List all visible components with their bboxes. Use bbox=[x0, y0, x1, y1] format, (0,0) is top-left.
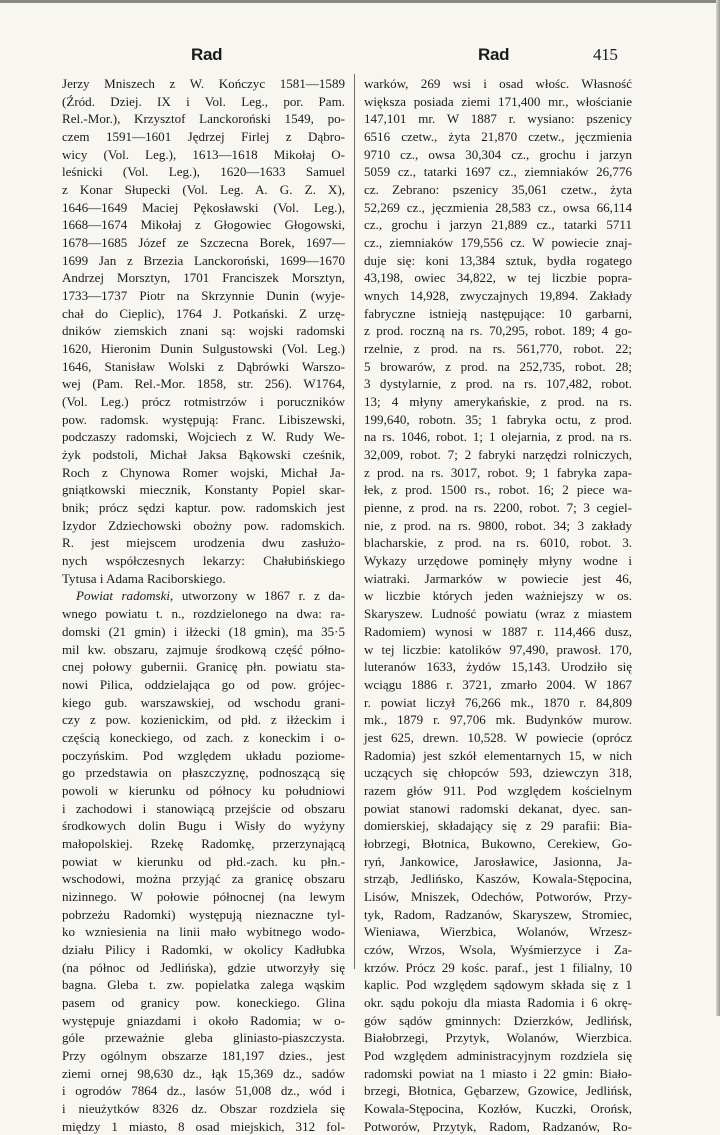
text-line: kaplic. Pod względem sądowym składa się z 1 bbox=[364, 977, 632, 993]
text-line: Pod względem administracyjnym rozdziela się bbox=[364, 1047, 632, 1063]
text-line: wnego powiatu t. n., rozdzielonego na dwa: ra- bbox=[62, 606, 345, 622]
text-line: na rs. 1046, robot. 1; 1 olejarnia, z prod. na rs. bbox=[364, 429, 632, 445]
text-line: 5 browarów, z prod. na 252,735, robot. 28; bbox=[364, 358, 632, 374]
text-line: 1678—1685 Józef ze Szczecna Borek, 1697— bbox=[62, 235, 345, 251]
text-line: pow. radomsk. występują: Franc. Libiszewski, bbox=[62, 411, 345, 427]
text-line: Tytusa i Adama Raciborskiego. bbox=[62, 570, 226, 586]
text-line: (na północ od Jedlińska), gdzie utworzyły się bbox=[62, 959, 345, 975]
text-line: (Vol. Leg.) prócz rotmistrzów i poruczników bbox=[62, 394, 345, 410]
text-line: Białobrzegi, Przytyk, Wolanów, Wierzbica. bbox=[364, 1030, 632, 1046]
left-running-head: Rad bbox=[191, 45, 223, 64]
text-line: z prod. roczną na rs. 70,295, robot. 189; 4 go- bbox=[364, 323, 632, 339]
text-line: Rel.-Mor.), Krzysztof Lanckoroński 1549, po- bbox=[62, 111, 345, 127]
text-line: pasem od granicy pow. koneckiego. Glina bbox=[62, 994, 345, 1010]
text-line: 13; 4 młyny amerykańskie, z prod. na rs. bbox=[364, 394, 632, 410]
text-line: Lisów, Mniszek, Odechów, Potworów, Przy- bbox=[364, 888, 632, 904]
text-line: uczących się chłopców 593, dziewczyn 318, bbox=[364, 765, 632, 781]
text-line: góle przeważnie gleba gliniasto-piaszczysta. bbox=[62, 1030, 345, 1046]
text-line: 1646, Stanisław Wolski z Dąbrówki Warszo- bbox=[62, 358, 345, 374]
text-line: cnej połowy gubernii. Granicę płn. powiatu sta- bbox=[62, 659, 345, 675]
text-line: dników ziemskich znani są: wojski radomski bbox=[62, 323, 345, 339]
text-line: powoli w kierunku od północy ku południowi bbox=[62, 782, 345, 798]
text-line: Potworów, Przytyk, Radom, Radzanów, Ro- bbox=[364, 1118, 632, 1134]
text-line: gniątkowski miecznik, Konstanty Popiel skar- bbox=[62, 482, 345, 498]
scan-right-edge bbox=[716, 0, 720, 1016]
text-line: wnych 14,928, zwyczajnych 19,894. Zakłady bbox=[364, 288, 632, 304]
text-line: nych współczesnych lekarzy: Chałubińskiego bbox=[62, 553, 345, 569]
text-line: cz., grochu i jarzyn 21,889 cz., tatarki 5711 bbox=[364, 217, 632, 233]
text-line: 147,101 mr. W 1887 r. wysiano: pszenicy bbox=[364, 111, 632, 127]
text-line: 43,198, owiec 34,822, w tej liczbie popra- bbox=[364, 270, 632, 286]
column-divider bbox=[354, 74, 355, 969]
text-line: wschodowi, można przyjąć za granicę obszaru bbox=[62, 871, 345, 887]
text-line: Kowala-Stępocina, Kozłów, Kuczki, Orońsk, bbox=[364, 1100, 632, 1116]
text-line: czy z pow. kozienickim, od płd. z iłżeckim i bbox=[62, 712, 345, 728]
text-line: nie, z prod. na rs. 9800, robot. 34; 3 zakłady bbox=[364, 517, 632, 533]
text-line: R. jest miejscem urodzenia dwu zasłużo- bbox=[62, 535, 345, 551]
text-line: jest 625, drewn. 10,528. W powiecie (oprócz bbox=[364, 729, 632, 745]
text-line: luteranów 1633, żydów 15,143. Urodziło się bbox=[364, 659, 632, 675]
text-line: i zachodowi i stanowiącą przejście od obszaru bbox=[62, 800, 345, 816]
text-line: domierskiej, składający się z 29 parafii: Bia- bbox=[364, 818, 632, 834]
text-line: ko wzniesienia na linii mało wybitnego wodo- bbox=[62, 924, 345, 940]
text-line: tyk, Radom, Radzanów, Skaryszew, Stromiec, bbox=[364, 906, 632, 922]
text-line: częścią koneckiego, od zach. z koneckim i o- bbox=[62, 729, 345, 745]
text-line: Wykazy urzędowe pominęły młyny wodne i bbox=[364, 553, 632, 569]
text-line: Roch z Chynowa Romer wojski, Michał Ja- bbox=[62, 464, 345, 480]
page-number: 415 bbox=[593, 45, 618, 64]
text-line: powiat w kierunku od płd.-zach. ku płn.- bbox=[62, 853, 345, 869]
text-line: łobrzegi, Błotnica, Bukowno, Cerekiew, Go- bbox=[364, 835, 632, 851]
text-line: 1646—1649 Maciej Pękosławski (Vol. Leg.), bbox=[62, 199, 345, 215]
text-line: mil kw. obszaru, zajmuje środkową część półno- bbox=[62, 641, 345, 657]
text-line: wiatraki. Jarmarków w powiecie jest 46, bbox=[364, 570, 632, 586]
text-line: leśnicki (Vol. Leg.), 1620—1633 Samuel bbox=[62, 164, 345, 180]
right-column bbox=[364, 75, 632, 1135]
text-line: fabryczne istnieją następujące: 10 garbarni, bbox=[364, 305, 632, 321]
text-line: duje się: koni 13,384 sztuk, bydła rogatego bbox=[364, 252, 632, 268]
text-line: ziemi ornej 98,630 dz., łąk 15,369 dz., sadów bbox=[62, 1065, 345, 1081]
text-line: ryń, Jankowice, Jarosławice, Jasionna, Ja- bbox=[364, 853, 632, 869]
text-line: brzegi, Błotnica, Gębarzew, Gzowice, Jedlińsk, bbox=[364, 1083, 632, 1099]
text-line: cz., ziemniaków 179,556 cz. W powiecie znaj- bbox=[364, 235, 632, 251]
text-line: cz. Zebrano: pszenicy 35,061 czetw., żyta bbox=[364, 182, 632, 198]
text-line: czem 1591—1601 Jędrzej Firlej z Dąbro- bbox=[62, 129, 345, 145]
text-line: 5059 cz., tatarki 1697 cz., ziemniaków 26,776 bbox=[364, 164, 632, 180]
text-line: kiego gub. warszawskiej, od wschodu grani- bbox=[62, 694, 345, 710]
text-line: 1620, Hieronim Dunin Sulgustowski (Vol. Leg.) bbox=[62, 341, 345, 357]
text-line: bnik; prócz sędzi kaptur. pow. radomskich jest bbox=[62, 500, 345, 516]
text-line: domski (21 gmin) i iłżecki (18 gmin), ma 35·5 bbox=[62, 623, 345, 639]
text-line: krzów. Prócz 29 kośc. paraf., jest 1 filialny, 10 bbox=[364, 959, 632, 975]
text-line: 1668—1674 Mikołaj z Głogowiec Głogowski, bbox=[62, 217, 345, 233]
text-line: chał do Cieplic), 1764 J. Potkański. Z urzę- bbox=[62, 305, 345, 321]
text-line: w tej liczbie: katolików 97,490, prawosł. 170, bbox=[364, 641, 632, 657]
text-line: 1699 Jan z Brzezia Lanckoroński, 1699—1670 bbox=[62, 252, 345, 268]
text-line: 199,640, robotn. 35; 1 fabryka octu, z prod. bbox=[364, 411, 632, 427]
text-line: między 1 miasto, 8 osad miejskich, 312 fol- bbox=[62, 1118, 345, 1134]
text-line: i nieużytków 8326 dz. Obszar rozdziela się bbox=[62, 1100, 345, 1116]
text-line: 1733—1737 Piotr na Skrzynnie Dunin (wyje- bbox=[62, 288, 345, 304]
text-line: mk., 1879 r. 97,706 mk. Budynków murow. bbox=[364, 712, 632, 728]
scan-top-edge bbox=[0, 0, 720, 3]
text-line: żyk podstoli, Michał Jaksa Bąkowski cześnik, bbox=[62, 447, 345, 463]
text-line: pobrzeżu Radomki) występują nieznaczne tyl- bbox=[62, 906, 345, 922]
text-line: podczaszy radomski, Wojciech z W. Rudy We- bbox=[62, 429, 345, 445]
text-line: Radomiem) wynosi w 1887 r. 114,466 dusz, bbox=[364, 623, 632, 639]
text-line: bagna. Gleba t. zw. popielatka zalega wąskim bbox=[62, 977, 345, 993]
text-line: Jerzy Mniszech z W. Kończyc 1581—1589 bbox=[62, 76, 345, 91]
text-line: 9710 cz., owsa 30,304 cz., grochu i jarzyn bbox=[364, 146, 632, 162]
text-line: nizinnego. W połowie północnej (na lewym bbox=[62, 888, 345, 904]
text-line: warków, 269 wsi i osad włośc. Własność bbox=[364, 76, 632, 91]
text-line: działu Pilicy i Radomki, w okolicy Kadłubka bbox=[62, 941, 345, 957]
text-line: wej (Pam. Rel.-Mor. 1858, str. 256). W1764, bbox=[62, 376, 345, 392]
left-column bbox=[62, 75, 345, 1135]
text-line: Wieniawa, Wierzbica, Wolanów, Wrzesz- bbox=[364, 924, 632, 940]
text-line: 6516 czetw., żyta 21,870 czetw., jęczmienia bbox=[364, 129, 632, 145]
text-line: wciągu 1886 r. 3721, zmarło 2004. W 1867 bbox=[364, 676, 632, 692]
text-line: blacharskie, z prod. na rs. 6010, robot. 3. bbox=[364, 535, 632, 551]
text-line: razem głów 911. Pod względem kościelnym bbox=[364, 782, 632, 798]
text-line: środkowych dolin Bugu i Wisły do wyżyny bbox=[62, 818, 345, 834]
text-line: r. powiat liczył 76,266 mk., 1870 r. 84,809 bbox=[364, 694, 632, 710]
text-line: rzelnie, z prod. na rs. 561,770, robot. 22; bbox=[364, 341, 632, 357]
text-line: 3 dystylarnie, z prod. na rs. 107,482, robot. bbox=[364, 376, 632, 392]
text-line: gów sądów gminnych: Dzierzków, Jedlińsk, bbox=[364, 1012, 632, 1028]
text-line: go przedstawia on płaszczyznę, podnoszącą się bbox=[62, 765, 345, 781]
text-line: powiat stanowi radomski dekanat, dyec. san- bbox=[364, 800, 632, 816]
text-line: strząb, Jedlińsko, Kaszów, Kowala-Stępocina, bbox=[364, 871, 632, 887]
text-line: większa posiada ziemi 171,400 mr., włościanie bbox=[364, 93, 632, 109]
text-line: wicy (Vol. Leg.), 1613—1618 Mikołaj O- bbox=[62, 146, 345, 162]
text-line: z prod. na rs. 3017, robot. 9; 1 fabryka zapa- bbox=[364, 464, 632, 480]
text-line: nowi Pilica, oddzielająca go od pow. grójec- bbox=[62, 676, 345, 692]
text-line: z Konar Słupecki (Vol. Leg. A. G. Z. X), bbox=[62, 182, 345, 198]
text-line: małopolskiej. Rzekę Radomkę, przerzynającą bbox=[62, 835, 345, 851]
text-line: Powiat radomski, utworzony w 1867 r. z da- bbox=[76, 588, 346, 604]
text-line: czów, Wrzos, Wsola, Wyśmierzyce i Za- bbox=[364, 941, 632, 957]
text-line: (Źród. Dziej. IX i Vol. Leg., por. Pam. bbox=[62, 93, 345, 109]
text-line: w liczbie których jeden ważniejszy w os. bbox=[364, 588, 632, 604]
text-line: łek, z prod. 1500 rs., robot. 16; 2 piece wa- bbox=[364, 482, 632, 498]
text-line: Izydor Zdziechowski obożny pow. radomskich. bbox=[62, 517, 345, 533]
text-line: poczyńskim. Pod względem układu poziome- bbox=[62, 747, 345, 763]
text-line: radomski powiat na 1 miasto i 22 gmin: Biało- bbox=[364, 1065, 632, 1081]
text-line: 52,269 cz., jęczmienia 28,583 cz., owsa 66,114 bbox=[364, 199, 632, 215]
text-line: występuje gniazdami i około Radomia; w o- bbox=[62, 1012, 345, 1028]
text-line: 32,009, robot. 7; 2 fabryki narzędzi rolniczych, bbox=[364, 447, 632, 463]
text-line: Radomia) jest szkół elementarnych 15, w nich bbox=[364, 747, 632, 763]
text-line: Skaryszew. Ludność powiatu (wraz z miastem bbox=[364, 606, 632, 622]
text-line: pienne, z prod. na rs. 2200, robot. 7; 3 cegiel- bbox=[364, 500, 632, 516]
text-line: Przy ogólnym obszarze 181,197 dzies., jest bbox=[62, 1047, 345, 1063]
text-line: okr. sądu pokoju dla miasta Radomia i 6 okrę- bbox=[364, 994, 632, 1010]
page-header bbox=[0, 45, 720, 71]
text-line: i ogrodów 7864 dz., lasów 51,008 dz., wód i bbox=[62, 1083, 345, 1099]
text-line: Andrzej Morsztyn, 1701 Franciszek Morsztyn, bbox=[62, 270, 345, 286]
right-running-head: Rad bbox=[478, 45, 510, 64]
